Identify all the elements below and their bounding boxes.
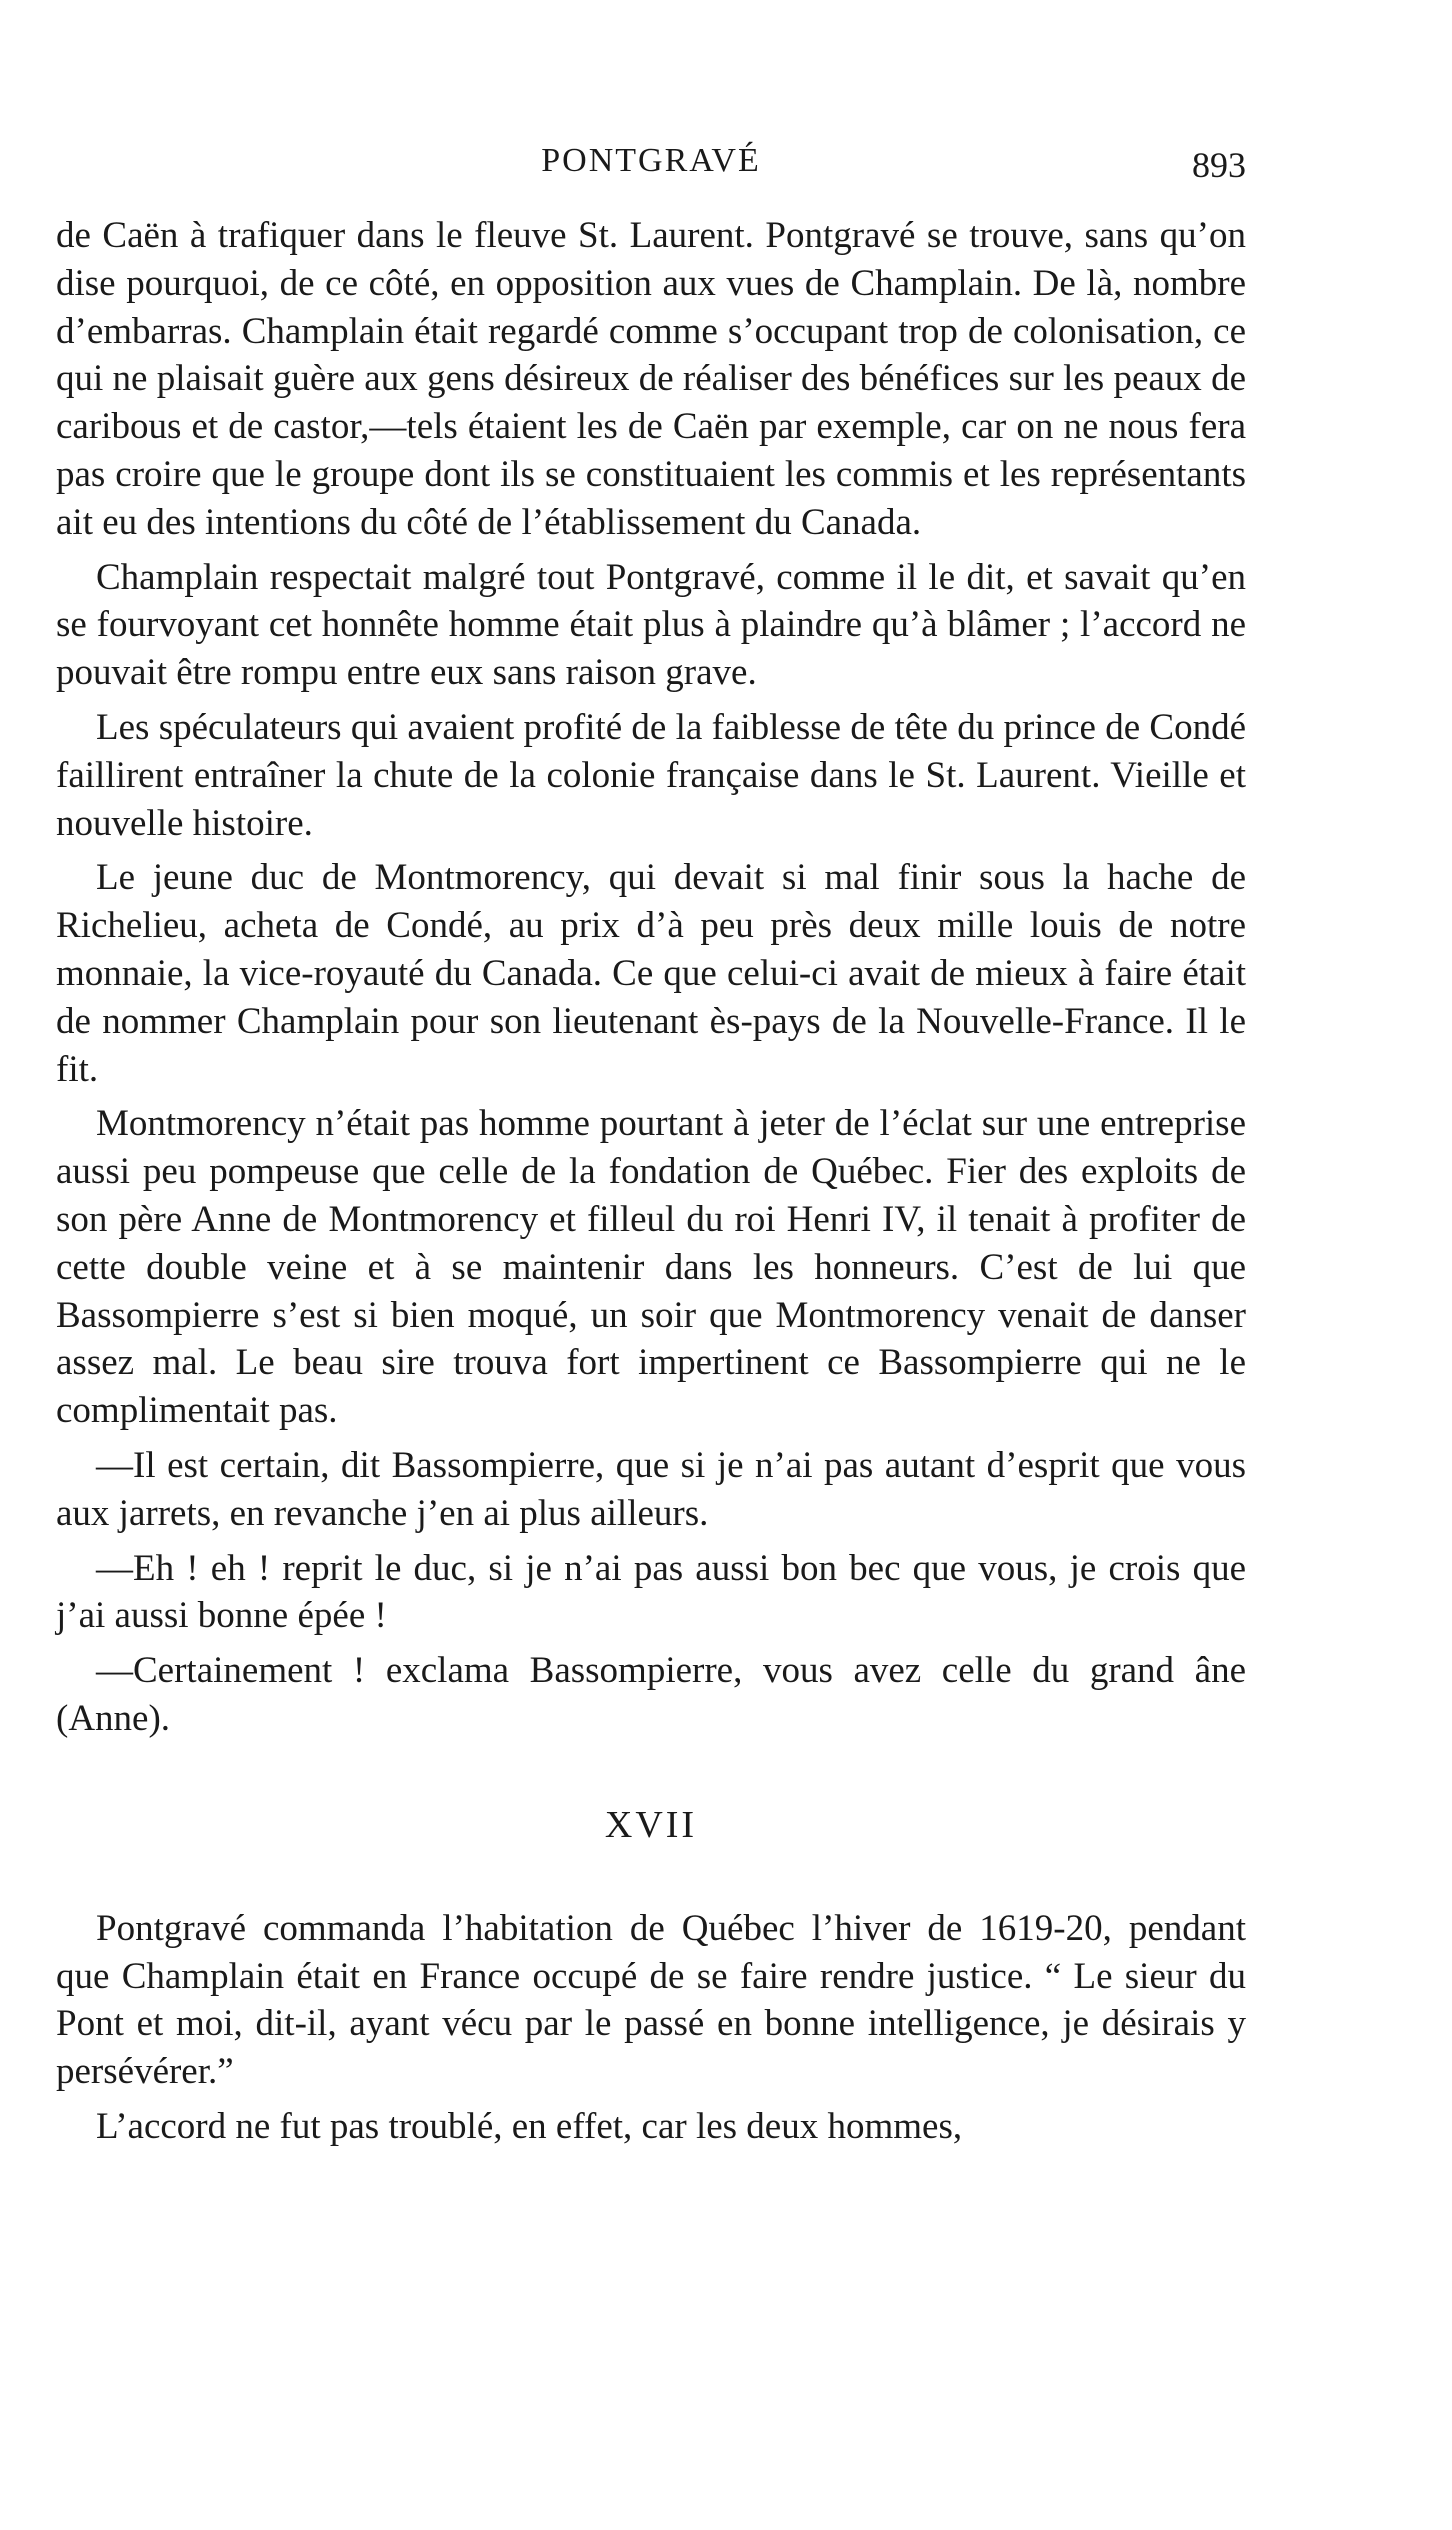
paragraph: Les spéculateurs qui avaient profité de la faiblesse de tête du prince de Condé faillirent entraîner la chute de la colonie française dans le St. Laurent. Vieille et nouvelle histoire. xyxy=(56,706,1246,844)
dialogue-paragraph: —Certainement ! exclama Bassompierre, vous avez celle du grand âne (Anne). xyxy=(56,1650,1246,1739)
page-number: 893 xyxy=(1192,145,1246,185)
running-header xyxy=(56,130,1246,190)
book-page xyxy=(56,130,1246,2158)
dialogue-paragraph: —Eh ! eh ! reprit le duc, si je n’ai pas aussi bon bec que vous, je crois que j’ai aussi bonne épée ! xyxy=(56,1547,1246,1637)
paragraph: Pontgravé commanda l’habitation de Québec l’hiver de 1619-20, pendant que Champlain était en France occupé de se faire rendre justice. “ Le sieur du Pont et moi, dit-il, ayant vécu par le passé en bonne intelligence, je désirais y persévérer.” xyxy=(56,1907,1246,2093)
running-title: PONTGRAVÉ xyxy=(541,142,761,179)
dialogue-paragraph: —Il est certain, dit Bassompierre, que si je n’ai pas autant d’esprit que vous aux jarrets, en revanche j’en ai plus ailleurs. xyxy=(56,1444,1246,1534)
paragraph: L’accord ne fut pas troublé, en effet, car les deux hommes, xyxy=(96,2105,963,2147)
paragraph: Champlain respectait malgré tout Pontgravé, comme il le dit, et savait qu’en se fourvoyant cet honnête homme était plus à plaindre qu’à blâmer ; l’accord ne pouvait être rompu entre eux sans raison grave. xyxy=(56,556,1246,694)
body-text xyxy=(56,212,1246,2151)
paragraph: Montmorency n’était pas homme pourtant à jeter de l’éclat sur une entreprise aussi peu pompeuse que celle de la fondation de Québec. Fier des exploits de son père Anne de Montmorency et filleul du roi Henri IV, il tenait à profiter de cette double veine et à se maintenir dans les honneurs. C’est de lui que Bassompierre s’est si bien moqué, un soir que Montmorency venait de danser assez mal. Le beau sire trouva fort impertinent ce Bassompierre qui ne le complimentait pas. xyxy=(56,1103,1246,1432)
chapter-heading: XVII xyxy=(604,1803,698,1846)
paragraph: Le jeune duc de Montmorency, qui devait si mal finir sous la hache de Richelieu, acheta de Condé, au prix d’à peu près deux mille louis de notre monnaie, la vice-royauté du Canada. Ce que celui-ci avait de mieux à faire était de nommer Champlain pour son lieutenant ès-pays de la Nouvelle-France. Il le fit. xyxy=(56,857,1246,1090)
paragraph-continued: de Caën à trafiquer dans le fleuve St. Laurent. Pontgravé se trouve, sans qu’on dise pourquoi, de ce côté, en opposition aux vues de Champlain. De là, nombre d’embarras. Champlain était regardé comme s’occupant trop de colonisation, ce qui ne plaisait guère aux gens désireux de réaliser des bénéfices sur les peaux de caribous et de castor,—tels étaient les de Caën par exemple, car on ne nous fera pas croire que le groupe dont ils se constituaient les commis et les représentants ait eu des intentions du côté de l’établissement du Canada. xyxy=(56,215,1246,543)
